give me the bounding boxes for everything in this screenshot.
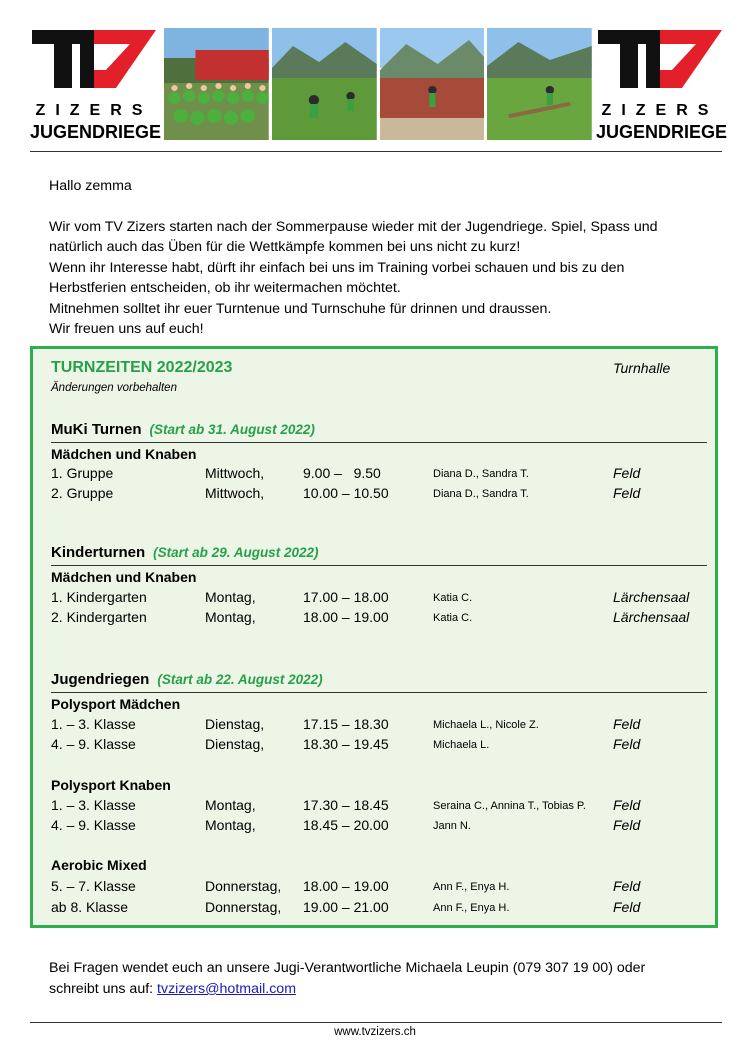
- schedule-box: [30, 346, 718, 928]
- subsection-title: Mädchen und Knaben: [51, 446, 197, 462]
- section-title-muki: MuKi Turnen (Start ab 31. August 2022): [51, 421, 315, 438]
- email-link[interactable]: tvzizers@hotmail.com: [157, 981, 297, 997]
- section-title-kinderturnen: Kinderturnen (Start ab 29. August 2022): [51, 544, 319, 561]
- logo-left: [30, 26, 162, 144]
- tv-logo-icon: [30, 26, 158, 100]
- schedule-row: 2. Gruppe Mittwoch, 10.00 – 10.50 Diana D., Sandra T. Feld: [51, 485, 641, 501]
- schedule-row: 1. – 3. Klasse Dienstag, 17.15 – 18.30 Michaela L., Nicole Z. Feld: [51, 716, 641, 732]
- subsection-title: Mädchen und Knaben: [51, 569, 197, 585]
- section-divider: [51, 565, 707, 566]
- logo-text-jugendriege: JUGENDRIEGE: [30, 122, 162, 142]
- logo-text-zizers: ZIZERS: [601, 102, 719, 119]
- section-start-date: (Start ab 29. August 2022): [153, 545, 319, 560]
- footer-divider: [30, 1022, 722, 1023]
- schedule-row: 5. – 7. Klasse Donnerstag, 18.00 – 19.00 Ann F., Enya H. Feld: [51, 878, 641, 894]
- intro-line: Wenn ihr Interesse habt, dürft ihr einfach bei uns im Training vorbei schauen und bis zu den: [49, 259, 625, 276]
- header-banner: [30, 26, 728, 144]
- section-start-date: (Start ab 22. August 2022): [157, 672, 323, 687]
- intro-line: natürlich auch das Üben für die Wettkämpfe kommen bei uns nicht zu kurz!: [49, 239, 521, 255]
- tv-logo-icon: [596, 26, 724, 100]
- location-header: Turnhalle: [613, 360, 671, 376]
- intro-line: Wir freuen uns auf euch!: [49, 321, 204, 337]
- group-photo: [164, 28, 269, 140]
- running-track-photo: [380, 28, 485, 140]
- outdoor-training-photo: [487, 28, 592, 140]
- photo-strip: [164, 28, 592, 140]
- schedule-row: 4. – 9. Klasse Dienstag, 18.30 – 19.45 Michaela L. Feld: [51, 736, 641, 752]
- intro-line: Mitnehmen solltet ihr euer Turntenue und Turnschuhe für drinnen und draussen.: [49, 300, 552, 317]
- intro-line: Wir vom TV Zizers starten nach der Sommerpause wieder mit der Jugendriege. Spiel, Spass und: [49, 218, 658, 235]
- logo-right: [596, 26, 728, 144]
- intro-line: Herbstferien entscheiden, ob ihr weitermachen möchtet.: [49, 280, 401, 296]
- intro-text: [49, 176, 719, 340]
- schedule-row: 1. – 3. Klasse Montag, 17.30 – 18.45 Seraina C., Annina T., Tobias P. Feld: [51, 797, 641, 813]
- schedule-row: 2. Kindergarten Montag, 18.00 – 19.00 Katia C. Lärchensaal: [51, 609, 690, 625]
- schedule-row: 1. Kindergarten Montag, 17.00 – 18.00 Katia C. Lärchensaal: [51, 589, 690, 605]
- contact-text: Bei Fragen wendet euch an unsere Jugi-Verantwortliche Michaela Leupin (079 307 19 00) oder schreibt uns auf: tvzizers@hotmail.com: [49, 960, 646, 997]
- subsection-title: Polysport Knaben: [51, 777, 171, 793]
- subsection-title: Polysport Mädchen: [51, 696, 181, 712]
- schedule-note: Änderungen vorbehalten: [51, 382, 177, 394]
- logo-text-zizers: ZIZERS: [35, 102, 153, 119]
- schedule-row: ab 8. Klasse Donnerstag, 19.00 – 21.00 Ann F., Enya H. Feld: [51, 899, 641, 915]
- greeting: Hallo zemma: [49, 178, 132, 194]
- section-divider: [51, 442, 707, 443]
- section-title-jugendriegen: Jugendriegen (Start ab 22. August 2022): [51, 671, 323, 688]
- schedule-row: 4. – 9. Klasse Montag, 18.45 – 20.00 Jann N. Feld: [51, 817, 641, 833]
- subsection-title: Aerobic Mixed: [51, 857, 147, 873]
- sports-field-photo: [272, 28, 377, 140]
- section-divider: [51, 692, 707, 693]
- schedule-row: 1. Gruppe Mittwoch, 9.00 – 9.50 Diana D., Sandra T. Feld: [51, 465, 641, 481]
- website-url: www.tvzizers.ch: [334, 1026, 416, 1038]
- section-start-date: (Start ab 31. August 2022): [149, 422, 315, 437]
- logo-text-jugendriege: JUGENDRIEGE: [596, 122, 728, 142]
- header-divider: [30, 151, 722, 152]
- schedule-title: TURNZEITEN 2022/2023: [51, 359, 233, 376]
